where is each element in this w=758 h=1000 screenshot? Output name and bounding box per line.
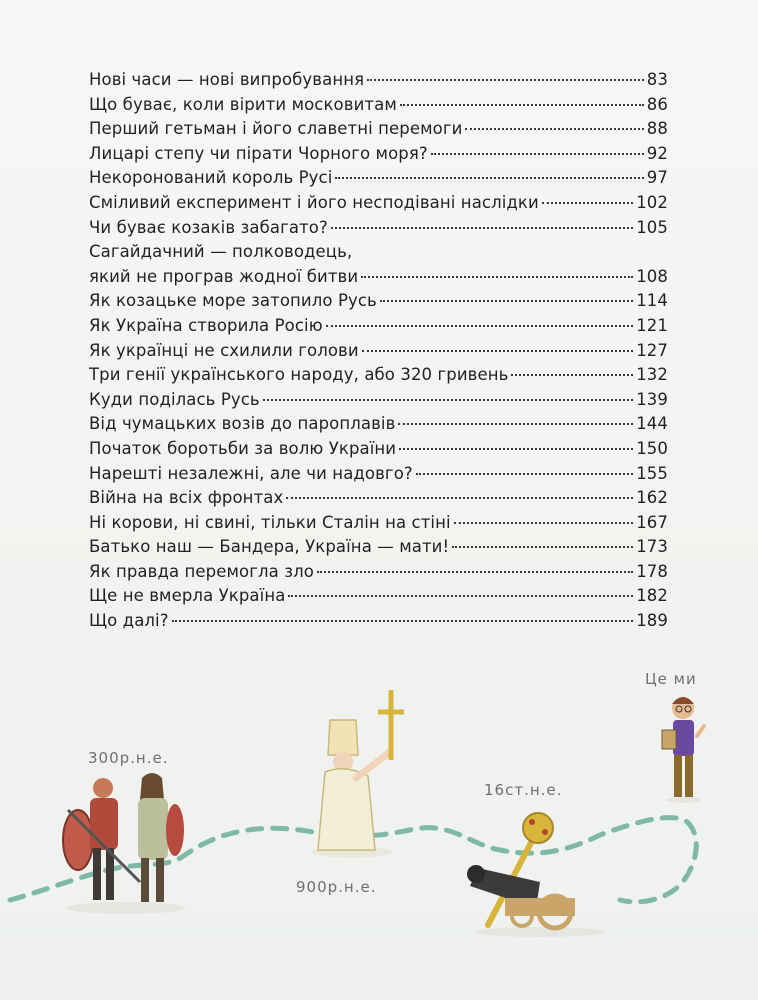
toc-entry — [89, 216, 668, 241]
toc-entry-page: 189 — [636, 611, 668, 631]
toc-entry-title: Початок боротьби за волю України — [89, 438, 397, 458]
toc-leader-dots — [454, 522, 634, 524]
toc-entry-title: Куди поділась Русь — [89, 389, 260, 409]
toc-entry — [89, 437, 668, 462]
toc-leader-dots — [331, 227, 633, 229]
toc-entry-title: Як козацьке море затопило Русь — [89, 291, 377, 311]
toc-entry-page: 86 — [646, 94, 668, 114]
toc-entry-title-line2: який не програв жодної битви — [89, 266, 359, 286]
toc-entry — [89, 412, 668, 437]
toc-entry — [89, 363, 668, 388]
toc-entry — [89, 240, 668, 289]
toc-entry — [89, 388, 668, 413]
label-this-is-us: Це ми — [645, 670, 697, 688]
toc-entry — [89, 166, 668, 191]
label-900: 900р.н.е. — [296, 878, 377, 896]
toc-entry-title: Ще не вмерла Україна — [89, 586, 286, 606]
toc-leader-dots — [326, 325, 634, 327]
toc-entry — [89, 191, 668, 216]
toc-leader-dots — [416, 473, 633, 475]
toc-entry — [89, 289, 668, 314]
toc-entry-title: Ні корови, ні свині, тільки Сталін на стіні — [89, 512, 451, 532]
toc-entry-page: 144 — [636, 414, 668, 434]
table-of-contents — [89, 68, 668, 634]
toc-leader-dots — [362, 350, 633, 352]
timeline-illustration — [0, 660, 758, 1000]
toc-entry — [89, 535, 668, 560]
toc-leader-dots — [286, 497, 633, 499]
toc-leader-dots — [361, 276, 633, 278]
toc-entry-title: Як Україна створила Росію — [89, 315, 323, 335]
toc-entry — [89, 462, 668, 487]
toc-entry-title: Сміливий експеримент і його несподівані наслідки — [89, 192, 539, 212]
toc-entry — [89, 68, 668, 93]
toc-leader-dots — [263, 399, 633, 401]
toc-entry-page: 173 — [636, 537, 668, 557]
toc-leader-dots — [511, 374, 633, 376]
toc-entry-title: Нові часи — нові випробування — [89, 70, 365, 89]
toc-entry-title-block — [89, 240, 668, 289]
toc-leader-dots — [398, 423, 633, 425]
toc-entry-title: Перший гетьман і його славетні перемоги — [89, 119, 463, 139]
toc-entry-page: 108 — [636, 266, 668, 286]
toc-entry-page: 105 — [636, 217, 668, 237]
toc-entry — [89, 560, 668, 585]
toc-entry-title: Що далі? — [89, 611, 169, 631]
priest-with-cross-icon — [312, 690, 404, 858]
cannon-with-mace-icon — [467, 813, 605, 937]
toc-entry-title: Як українці не схилили голови — [89, 340, 359, 360]
toc-leader-dots — [367, 79, 644, 81]
toc-entry — [89, 314, 668, 339]
toc-entry-page: 121 — [636, 315, 668, 335]
toc-leader-dots — [288, 595, 633, 597]
toc-leader-dots — [452, 546, 633, 548]
boy-with-tablet-icon — [662, 697, 704, 803]
toc-entry-title: Лицарі степу чи пірати Чорного моря? — [89, 143, 428, 163]
toc-entry-page: 102 — [636, 192, 668, 212]
toc-entry-title-line1: Сагайдачний — полководець, — [89, 242, 353, 262]
toc-entry-title: Від чумацьких возів до пароплавів — [89, 414, 396, 434]
toc-entry — [89, 93, 668, 118]
toc-entry-page: 132 — [636, 365, 668, 385]
toc-leader-dots — [542, 202, 633, 204]
toc-entry — [89, 142, 668, 167]
toc-entry-page: 97 — [646, 168, 668, 188]
toc-entry — [89, 609, 668, 634]
toc-entry-title: Три генії українського народу, або 320 гривень — [89, 365, 509, 385]
toc-entry-page: 155 — [636, 463, 668, 483]
toc-entry-title: Як правда перемогла зло — [89, 561, 314, 581]
toc-entry — [89, 117, 668, 142]
toc-entry-page: 167 — [636, 512, 668, 532]
toc-entry-page: 139 — [636, 389, 668, 409]
toc-entry — [89, 584, 668, 609]
toc-entry — [89, 511, 668, 536]
toc-entry-title: Чи буває козаків забагато? — [89, 217, 328, 237]
toc-entry-page: 83 — [646, 70, 668, 89]
toc-entry-title: Некоронований король Русі — [89, 168, 333, 188]
ancient-warriors-icon — [63, 773, 185, 914]
toc-entry-page: 127 — [636, 340, 668, 360]
toc-entry-page: 162 — [636, 488, 668, 508]
toc-leader-dots — [465, 128, 643, 130]
toc-leader-dots — [317, 571, 633, 573]
toc-entry-page: 178 — [636, 561, 668, 581]
toc-leader-dots — [400, 104, 644, 106]
toc-entry — [89, 339, 668, 364]
toc-entry-title: Що буває, коли вірити московитам — [89, 94, 397, 114]
toc-entry-title: Війна на всіх фронтах — [89, 488, 284, 508]
toc-entry-page: 182 — [636, 586, 668, 606]
toc-entry-page: 92 — [646, 143, 668, 163]
label-300-bc: 300р.н.е. — [88, 749, 169, 767]
toc-entry-page: 88 — [646, 119, 668, 139]
toc-entry-title: Нарешті незалежні, але чи надовго? — [89, 463, 413, 483]
label-16-century: 16ст.н.е. — [484, 781, 563, 799]
toc-entry-title: Батько наш — Бандера, Україна — мати! — [89, 537, 450, 557]
toc-leader-dots — [399, 448, 633, 450]
toc-entry — [89, 486, 668, 511]
toc-leader-dots — [172, 620, 634, 622]
toc-leader-dots — [335, 177, 643, 179]
toc-leader-dots — [380, 300, 633, 302]
toc-entry-page: 114 — [636, 291, 668, 311]
toc-leader-dots — [431, 153, 644, 155]
toc-entry-page: 150 — [636, 438, 668, 458]
